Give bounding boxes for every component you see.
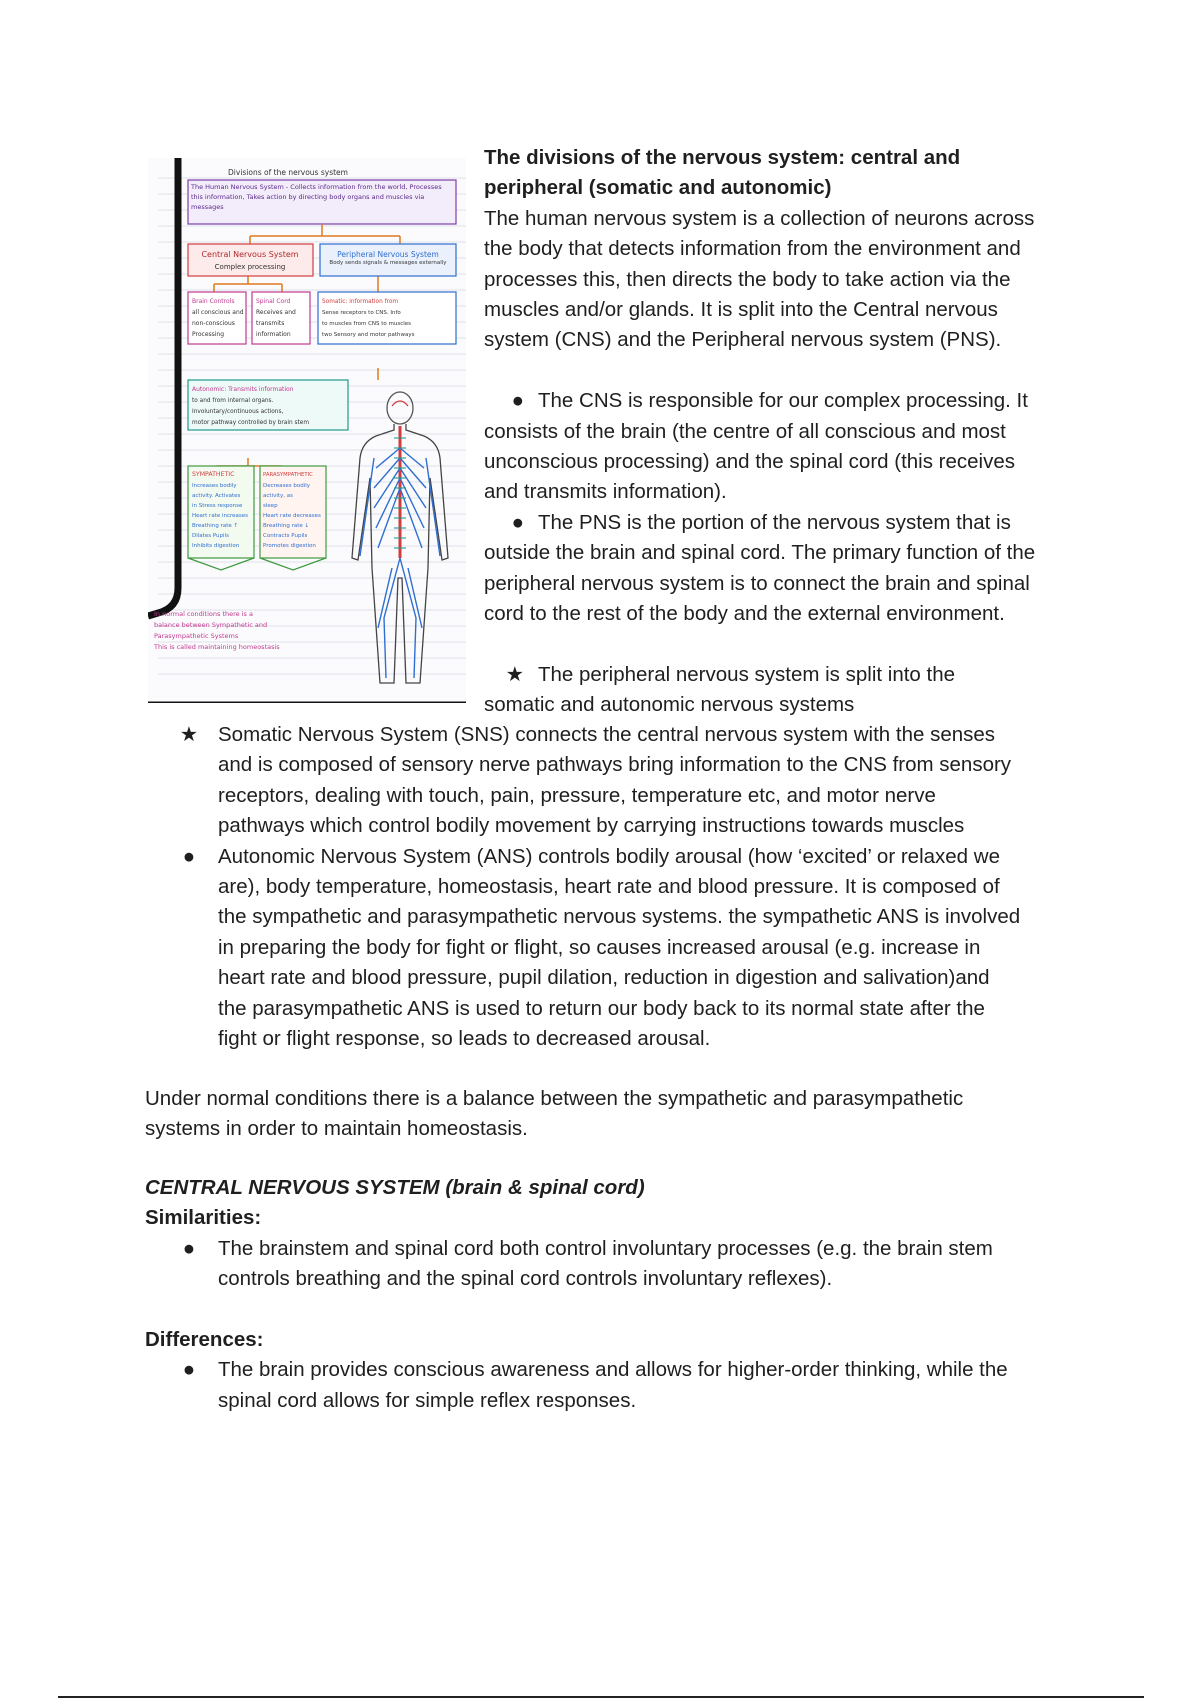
somatic-line-2: Sense receptors to CNS. Info xyxy=(322,310,401,316)
bullet-icon: ● xyxy=(511,510,524,534)
autonomic-line: in preparing the body for fight or flight, so causes increased arousal (e.g. increase in xyxy=(218,935,981,959)
cns-section-heading: CENTRAL NERVOUS SYSTEM (brain & spinal cord) xyxy=(145,1176,645,1199)
para-line-4: sleep xyxy=(263,503,278,509)
brain-line-2: all conscious and xyxy=(192,309,244,316)
para-line-2: Decreases bodily xyxy=(263,483,311,489)
balance-line: Under normal conditions there is a balance between the sympathetic and parasympathetic xyxy=(145,1087,964,1110)
somatic-list-item xyxy=(145,720,1105,842)
autonomic-line-4: motor pathway controlled by brain stem xyxy=(192,420,309,426)
autonomic-line: heart rate and blood pressure, pupil dilation, reduction in digestion and salivation)and xyxy=(218,966,990,990)
somatic-line-1: Somatic: information from xyxy=(322,299,399,305)
star-icon: ★ xyxy=(179,723,199,746)
autonomic-line: the parasympathetic ANS is used to return our body back to its normal state after the xyxy=(218,996,985,1020)
cns-bullet-first-line: ● The CNS is responsible for our complex processing. It xyxy=(484,386,1104,416)
balance-line: systems in order to maintain homeostasis. xyxy=(145,1117,528,1141)
autonomic-line: the sympathetic and parasympathetic nervous systems. the sympathetic ANS is involved xyxy=(218,905,1021,929)
para-line-6: Breathing rate ↓ xyxy=(263,523,310,529)
figure-title: Divisions of the nervous system xyxy=(228,168,348,177)
para-line-8: Promotes digestion xyxy=(263,543,316,549)
balance-paragraph xyxy=(145,1084,1105,1145)
brain-line-3: non-conscious xyxy=(192,320,235,327)
bullet-icon: ● xyxy=(182,1236,196,1260)
human-ns-text: The Human Nervous System - Collects information from the world, Processes this information, Takes action by directing body organs and muscles via messages xyxy=(191,183,442,211)
symp-line-7: Dilates Pupils xyxy=(192,533,229,539)
symp-line-4: in Stress response xyxy=(192,503,243,509)
pns-bullet-line: outside the brain and spinal cord. The primary function of the xyxy=(484,541,1036,565)
somatic-ans-list xyxy=(145,720,1105,1054)
pns-bullet-line: peripheral nervous system is to connect the brain and spinal xyxy=(484,571,1030,595)
somatic-line-3: to muscles from CNS to muscles xyxy=(322,321,412,327)
intro-text-line: the body that detects information from the environment and xyxy=(484,237,1021,261)
difference-line: The brain provides conscious awareness and allows for higher-order thinking, while the xyxy=(218,1358,1008,1382)
autonomic-line-2: to and from internal organs. xyxy=(192,398,274,404)
spinal-line-4: information xyxy=(256,331,291,338)
similarity-list-item xyxy=(0,1234,1105,1295)
section-heading-line-2: peripheral (somatic and autonomic) xyxy=(484,176,832,200)
symp-line-8: Inhibits digestion xyxy=(192,543,240,549)
symp-line-2: Increases bodily xyxy=(192,483,237,489)
para-line-5: Heart rate decreases xyxy=(263,513,321,519)
note-line-4: This is called maintaining homeostasis xyxy=(154,643,280,651)
cns-box-desc: Complex processing xyxy=(214,263,286,271)
bullet-icon: ● xyxy=(182,1358,196,1382)
diagram-svg xyxy=(148,158,466,703)
autonomic-line: are), body temperature, homeostasis, heart rate and blood pressure. It is composed of xyxy=(218,875,1000,899)
para-line-3: activity, as xyxy=(263,493,294,499)
cns-bullet-line: consists of the brain (the centre of all conscious and most xyxy=(484,419,1006,443)
similarity-line: The brainstem and spinal cord both control involuntary processes (e.g. the brain stem xyxy=(218,1236,993,1260)
para-line-7: Contracts Pupils xyxy=(263,533,308,539)
bullet-icon: ● xyxy=(511,389,524,413)
cns-bullet-line: unconscious processing) and the spinal cord (this receives xyxy=(484,450,1015,474)
similarity-line: controls breathing and the spinal cord controls involuntary reflexes). xyxy=(218,1267,833,1291)
pns-bullet-first-line: ● The PNS is the portion of the nervous system that is xyxy=(484,508,1104,538)
somatic-line: Somatic Nervous System (SNS) connects the central nervous system with the senses xyxy=(218,723,996,746)
difference-list-item xyxy=(0,1355,1105,1416)
somatic-line: and is composed of sensory nerve pathways bring information to the CNS from sensory xyxy=(218,753,1012,777)
autonomic-line: fight or flight response, so leads to decreased arousal. xyxy=(218,1027,711,1051)
note-line-3: Parasympathetic Systems xyxy=(154,632,239,640)
intro-text-line: The human nervous system is a collection of neurons across xyxy=(484,206,1035,230)
split-bullet-line: somatic and autonomic nervous systems xyxy=(484,693,855,717)
note-line-2: balance between Sympathetic and xyxy=(154,621,268,629)
spinal-line-3: transmits xyxy=(256,320,285,327)
split-bullet-first-line: ★ The peripheral nervous system is split into the xyxy=(484,660,1104,690)
autonomic-line: Autonomic Nervous System (ANS) controls bodily arousal (how ‘excited’ or relaxed we xyxy=(218,844,1000,868)
symp-line-1: SYMPATHETIC xyxy=(192,471,235,478)
para-line-1: PARASYMPATHETIC xyxy=(263,472,313,478)
autonomic-line-1: Autonomic: Transmits information xyxy=(192,386,294,393)
brain-line-1: Brain Controls xyxy=(192,298,235,305)
pns-box-desc: Body sends signals & messages externally xyxy=(329,260,447,266)
cns-section xyxy=(145,1173,1105,1416)
somatic-line: receptors, dealing with touch, pain, pressure, temperature etc, and motor nerve xyxy=(218,783,936,807)
cns-box-title: Central Nervous System xyxy=(201,250,299,259)
cns-bullet-line: and transmits information). xyxy=(484,480,727,504)
intro-text-line: processes this, then directs the body to take action via the xyxy=(484,267,1011,291)
similarities-label: Similarities: xyxy=(145,1206,262,1230)
symp-line-3: activity. Activates xyxy=(192,493,241,499)
spinal-line-2: Receives and xyxy=(256,309,296,316)
pns-bullet-line: cord to the rest of the body and the external environment. xyxy=(484,602,1005,626)
pns-box-title: Peripheral Nervous System xyxy=(337,250,439,259)
nervous-system-diagram xyxy=(148,158,466,703)
difference-line: spinal cord allows for simple reflex responses. xyxy=(218,1388,637,1412)
brain-line-4: Processing xyxy=(192,331,225,338)
bullet-icon: ● xyxy=(182,844,196,868)
differences-label: Differences: xyxy=(145,1328,264,1352)
somatic-line: pathways which control bodily movement by carrying instructions towards muscles xyxy=(218,814,965,838)
autonomic-line-3: Involuntary/continuous actions, xyxy=(192,409,284,415)
intro-text-line: muscles and/or glands. It is split into the Central nervous xyxy=(484,298,998,322)
autonomic-list-item xyxy=(145,842,1105,1055)
note-line-1: In normal conditions there is a xyxy=(154,610,253,618)
section-heading-line-1: The divisions of the nervous system: central and xyxy=(484,146,961,169)
star-icon: ★ xyxy=(505,662,524,686)
intro-section xyxy=(484,143,1104,721)
spinal-line-1: Spinal Cord xyxy=(256,298,291,305)
footer-divider xyxy=(58,1696,1144,1698)
symp-line-6: Breathing rate ↑ xyxy=(192,523,239,529)
intro-text-line: system (CNS) and the Peripheral nervous system (PNS). xyxy=(484,328,1002,352)
somatic-line-4: two Sensory and motor pathways xyxy=(322,332,415,338)
symp-line-5: Heart rate increases xyxy=(192,513,249,519)
cns-box xyxy=(188,244,313,276)
